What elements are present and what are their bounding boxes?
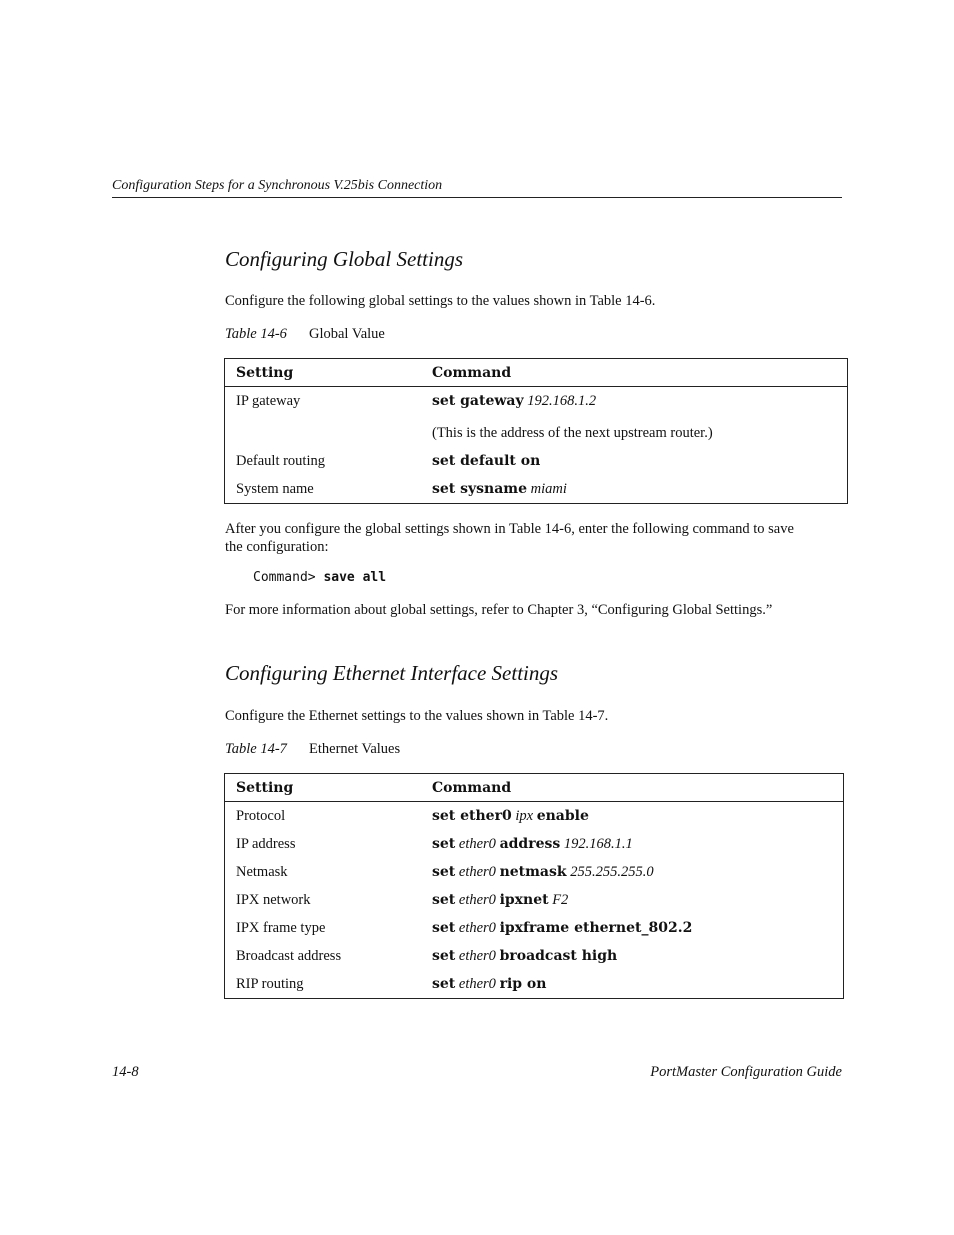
cmd-arg: 192.168.1.1: [563, 835, 633, 852]
cmd-keyword: set: [432, 975, 456, 992]
table-row: [225, 914, 844, 942]
global-settings-table: [224, 358, 848, 504]
table-header-row: [225, 774, 844, 802]
cmd-keyword: set: [432, 863, 456, 880]
cmd-keyword: broadcast high: [499, 947, 618, 964]
col-command: Command: [421, 359, 848, 387]
running-header: Configuration Steps for a Synchronous V.25bis Connection: [112, 178, 842, 198]
cmd-keyword: set: [432, 835, 456, 852]
table-row: [225, 886, 844, 914]
command-cell: [421, 858, 844, 886]
section-heading-ethernet: Configuring Ethernet Interface Settings: [225, 661, 559, 685]
setting-cell: Netmask: [236, 863, 288, 880]
table-header-row: [225, 359, 848, 387]
section-heading-global: Configuring Global Settings: [225, 247, 464, 271]
command-line: [253, 570, 386, 585]
cmd-arg: 255.255.255.0: [570, 863, 654, 880]
command-cell: [421, 830, 844, 858]
command-note: (This is the address of the next upstream router.): [432, 424, 713, 441]
command-prompt: Command>: [253, 570, 316, 585]
table-row: [225, 942, 844, 970]
cmd-keyword: enable: [536, 807, 589, 824]
table-number: Table 14-7: [225, 741, 287, 757]
cmd-arg: ether0: [458, 891, 496, 908]
cmd-keyword: set: [432, 891, 456, 908]
ethernet-intro: Configure the Ethernet settings to the values shown in Table 14-7.: [225, 708, 609, 724]
table-row: [225, 387, 848, 416]
setting-cell: IP gateway: [236, 392, 301, 409]
table-row: [225, 447, 848, 475]
cmd-arg: ether0: [458, 863, 496, 880]
after-config-text: After you configure the global settings shown in Table 14-6, enter the following command to save the configuration:: [225, 521, 794, 555]
cmd-keyword: ipxnet: [499, 891, 549, 908]
cmd-keyword: address: [499, 835, 561, 852]
cmd-arg: F2: [552, 891, 569, 908]
cmd-arg: ether0: [458, 975, 496, 992]
save-command: save all: [323, 570, 387, 585]
table-14-6-caption: [225, 326, 385, 343]
col-command: Command: [421, 774, 844, 802]
setting-cell: Default routing: [236, 452, 325, 469]
cmd-keyword: netmask: [499, 863, 567, 880]
col-setting: Setting: [225, 774, 422, 802]
table-row: [225, 802, 844, 831]
table-title: Ethernet Values: [309, 741, 401, 757]
cmd-keyword: ipxframe ethernet_802.2: [499, 919, 693, 936]
col-setting: Setting: [225, 359, 422, 387]
cmd-keyword: set sysname: [432, 480, 527, 497]
cmd-keyword: set default on: [432, 452, 541, 469]
setting-cell: IP address: [236, 835, 296, 852]
cmd-arg: ether0: [458, 919, 496, 936]
command-cell: [421, 802, 844, 831]
table-14-7-caption: [225, 741, 400, 758]
setting-cell: IPX network: [236, 891, 311, 908]
cmd-arg: 192.168.1.2: [527, 392, 597, 409]
cmd-keyword: set ether0: [432, 807, 512, 824]
setting-cell: RIP routing: [236, 975, 304, 992]
table-row: [225, 970, 844, 999]
command-cell: [421, 447, 848, 475]
cmd-keyword: set gateway: [432, 392, 524, 409]
table-row: [225, 858, 844, 886]
setting-cell: [225, 415, 422, 447]
command-cell: [421, 914, 844, 942]
table-title: Global Value: [309, 326, 385, 342]
cmd-keyword: set: [432, 919, 456, 936]
command-cell: [421, 475, 848, 504]
setting-cell: Protocol: [236, 807, 286, 824]
table-row: [225, 830, 844, 858]
cmd-keyword: rip on: [499, 975, 547, 992]
setting-cell: IPX frame type: [236, 919, 326, 936]
more-info-text: For more information about global settings, refer to Chapter 3, “Configuring Global Settings.”: [225, 602, 773, 618]
command-cell: [421, 970, 844, 999]
cmd-arg: ether0: [458, 947, 496, 964]
cmd-arg: ipx: [515, 807, 534, 824]
cmd-arg: miami: [530, 480, 567, 497]
command-cell: [421, 942, 844, 970]
setting-cell: System name: [236, 480, 314, 497]
cmd-keyword: set: [432, 947, 456, 964]
command-cell: [421, 387, 848, 416]
global-intro: Configure the following global settings to the values shown in Table 14-6.: [225, 293, 656, 309]
table-row: [225, 475, 848, 504]
command-cell: [421, 886, 844, 914]
page-number: 14-8: [112, 1064, 139, 1080]
setting-cell: Broadcast address: [236, 947, 342, 964]
cmd-arg: ether0: [458, 835, 496, 852]
table-row: [225, 415, 848, 447]
ethernet-settings-table: [224, 773, 844, 999]
book-title: PortMaster Configuration Guide: [650, 1064, 842, 1080]
table-number: Table 14-6: [225, 326, 287, 342]
